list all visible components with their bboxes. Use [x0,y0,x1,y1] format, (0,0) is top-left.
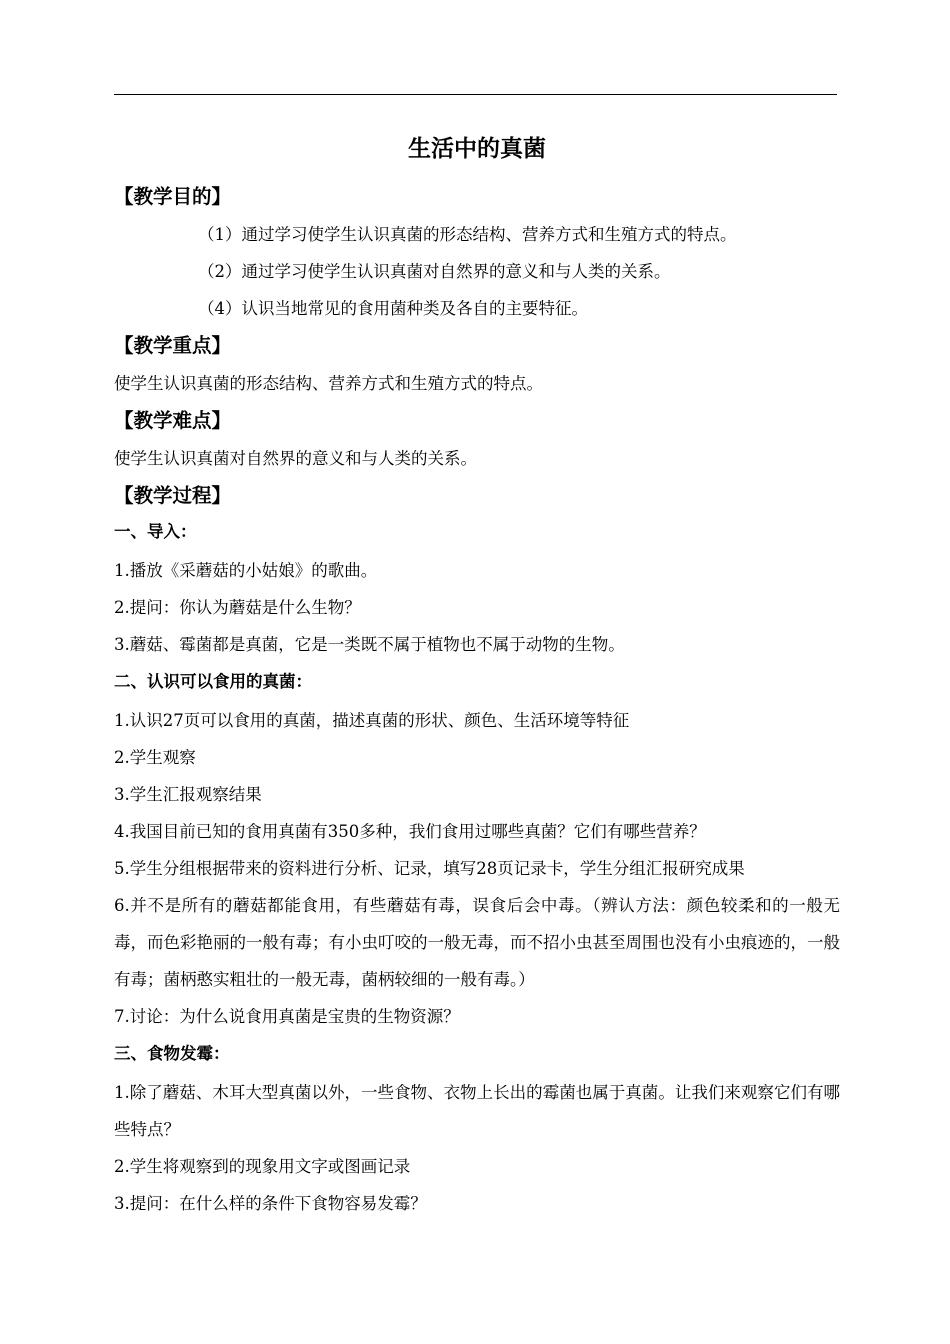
edible-fungi-item: 6.并不是所有的蘑菇都能食用，有些蘑菇有毒，误食后会中毒。（辨认方法：颜色较柔和的一般无毒，而色彩艳丽的一般有毒；有小虫叮咬的一般无毒，而不招小虫甚至周围也没有小虫痕迹的，一般有毒；菌柄憨实粗壮的一般无毒，菌柄较细的一般有毒。） [114,896,840,989]
difficulties-heading: 【教学难点】 [114,409,232,432]
header-rule [114,94,837,95]
key-points-heading: 【教学重点】 [114,334,232,357]
document-body [114,130,840,1222]
mold-heading: 三、食物发霉： [114,1044,230,1063]
intro-heading: 一、导入： [114,522,197,541]
edible-fungi-item: 5.学生分组根据带来的资料进行分析、记录，填写28页记录卡，学生分组汇报研究成果 [114,859,745,878]
edible-fungi-item: 7.讨论：为什么说食用真菌是宝贵的生物资源？ [114,1007,460,1026]
intro-item: 1.播放《采蘑菇的小姑娘》的歌曲。 [114,561,378,580]
key-points-text: 使学生认识真菌的形态结构、营养方式和生殖方式的特点。 [114,374,543,393]
mold-item: 1.除了蘑菇、木耳大型真菌以外，一些食物、衣物上长出的霉菌也属于真菌。让我们来观察它们有哪些特点？ [114,1083,840,1139]
edible-fungi-item: 3.学生汇报观察结果 [114,785,262,804]
page-title: 生活中的真菌 [408,136,546,162]
edible-fungi-heading: 二、认识可以食用的真菌： [114,672,312,691]
edible-fungi-item: 2.学生观察 [114,748,196,767]
difficulties-text: 使学生认识真菌对自然界的意义和与人类的关系。 [114,449,477,468]
objective-item: （4）认识当地常见的食用菌种类及各自的主要特征。 [198,299,588,318]
intro-item: 3.蘑菇、霉菌都是真菌，它是一类既不属于植物也不属于动物的生物。 [114,635,625,654]
edible-fungi-item: 4.我国目前已知的食用真菌有350多种，我们食用过哪些真菌？它们有哪些营养？ [114,822,706,841]
objectives-heading: 【教学目的】 [114,185,232,208]
intro-item: 2.提问：你认为蘑菇是什么生物？ [114,598,361,617]
mold-item: 3.提问：在什么样的条件下食物容易发霉？ [114,1194,427,1213]
edible-fungi-item: 1.认识27页可以食用的真菌，描述真菌的形状、颜色、生活环境等特征 [114,711,630,730]
objective-item: （1）通过学习使学生认识真菌的形态结构、营养方式和生殖方式的特点。 [198,225,737,244]
objective-item: （2）通过学习使学生认识真菌对自然界的意义和与人类的关系。 [198,262,671,281]
process-heading: 【教学过程】 [114,484,232,507]
mold-item: 2.学生将观察到的现象用文字或图画记录 [114,1157,411,1176]
